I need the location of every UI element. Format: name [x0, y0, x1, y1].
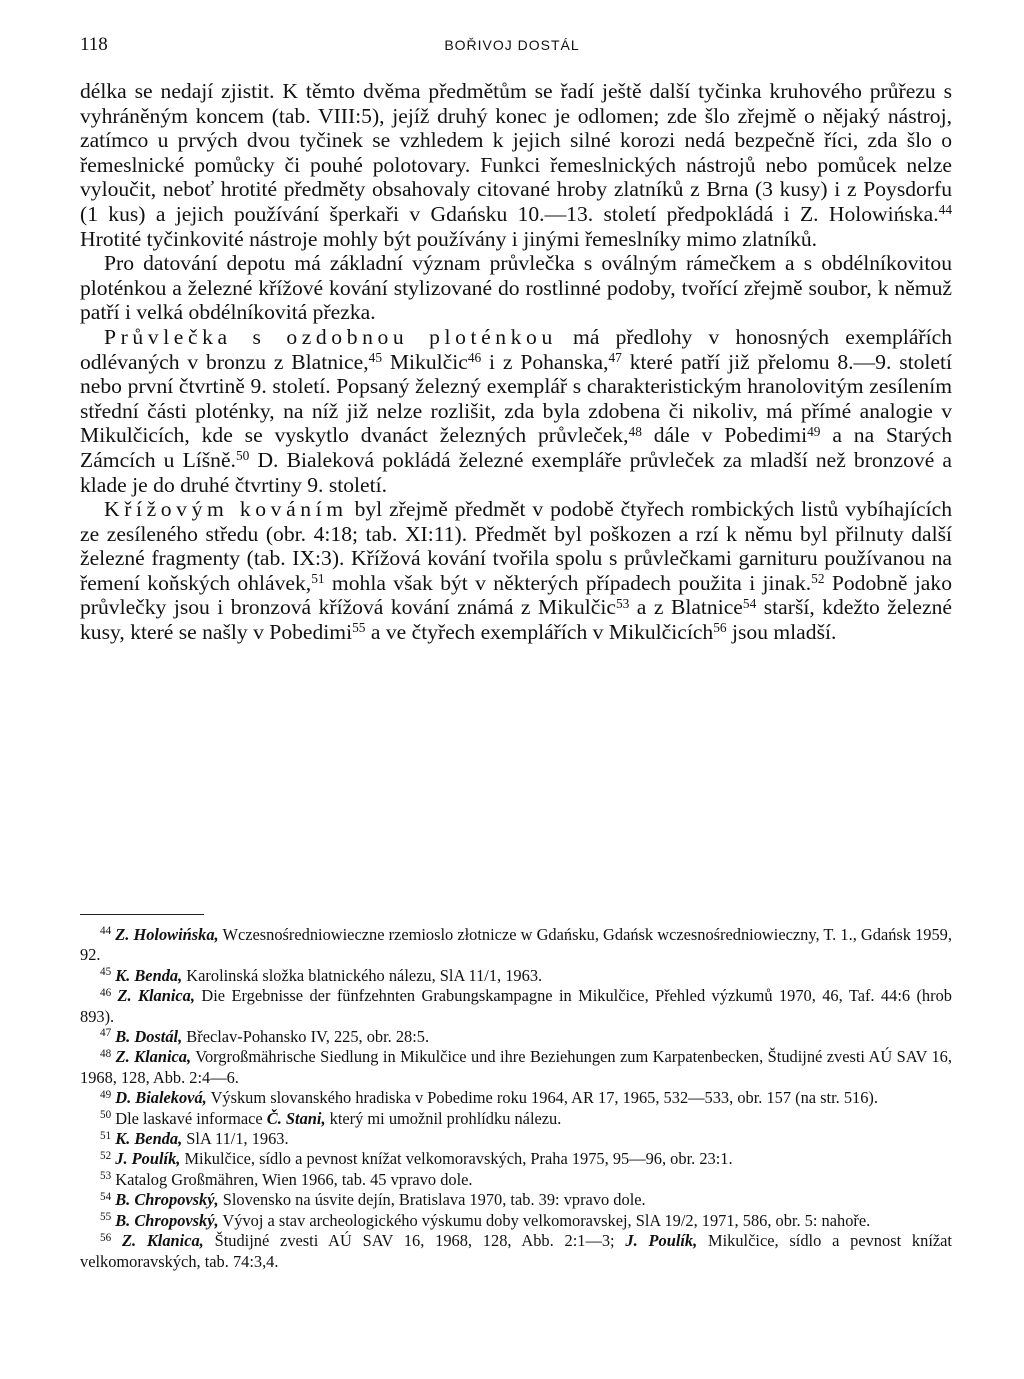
footnote-author: Z. Klanica, — [115, 1047, 192, 1067]
footnote-separator — [80, 914, 204, 915]
paragraph-3: Průvlečka s ozdobnou ploténkou má předlohy v honosných exemplářích odlévaných v bronzu z Blatnice,$^{45}$ Mikulčic$^{46}$ i z Pohanska,$^{47}$ které patří již přelomu 8.—9. století nebo první čtvrtině 9. století. Popsaný železný exemplář s charakteristickým hranolovitým zesílením střední části ploténky, na níž již nelze rozlišit, zda byla zdobena či nikoliv, má přímé analogie v Mikulčicích, kde se vyskytlo dvanáct železných průvleček,$^{48}$ dále v Pobedimi$^{49}$ a na Starých Zámcích u Líšně.$^{50}$ D. Bialeková pokládá železné exempláře průvleček za mladší než bronzové a klade je do druhé čtvrtiny 9. století. — [80, 324, 953, 497]
spaced-heading: Průvlečka s ozdobnou ploténkou — [104, 324, 557, 349]
footnote: $^{45}$ K. Benda, Karolinská složka blatnického nálezu, SlA 11/1, 1963. — [100, 965, 543, 985]
footnote: $^{51}$ K. Benda, SlA 11/1, 1963. — [100, 1129, 289, 1149]
footnote-author: J. Poulík, — [625, 1231, 698, 1251]
spaced-heading: Křížovým kováním — [104, 497, 348, 522]
footnote-author: K. Benda, — [115, 1129, 183, 1149]
page-number: 118 — [80, 34, 108, 55]
footnote: $^{56}$ Z. Klanica, Študijné zvesti AÚ SAV 16, 1968, 128, Abb. 2:1—3; J. Poulík, Mikulčice, sídlo a pevnost knížat velkomoravských, tab. 74:3,4. — [80, 1231, 952, 1271]
paragraph-4: Křížovým kováním byl zřejmě předmět v podobě čtyřech rombických listů vybíhajících ze zesíleného středu (obr. 4:18; tab. XI:11). Předmět byl poškozen a rzí k němu byl přilnuty další železné fragmenty (tab. IX:3). Křížová kování tvořila spolu s průvlečkami garnituru používanou na řemení koňských ohlávek,$^{51}$ mohla však být v některých případech použita i jinak.$^{52}$ Podobně jako průvlečky jsou i bronzová křížová kování známá z Mikulčic$^{53}$ a z Blatnice$^{54}$ starší, kdežto železné kusy, které se našly v Pobedimi$^{55}$ a ve čtyřech exemplářích v Mikulčicích$^{56}$ jsou mladší. — [80, 497, 952, 645]
footnote-ref[interactable]: 49 — [807, 423, 821, 439]
footnote-author: D. Bialeková, — [115, 1088, 207, 1108]
footnote-number: 45 — [100, 966, 112, 979]
footnote-number: 55 — [100, 1211, 112, 1224]
footnote-ref[interactable]: 48 — [628, 423, 642, 439]
footnote-author: Z. Holowińska, — [115, 925, 219, 944]
footnote-author: B. Chropovský, — [115, 1210, 219, 1230]
page-header — [80, 34, 944, 60]
footnote: $^{50}$ Dle laskavé informace Č. Stani, který mi umožnil prohlídku nálezu. — [100, 1108, 562, 1128]
footnote-number: 51 — [100, 1129, 112, 1142]
footnote-author: K. Benda, — [115, 965, 183, 985]
footnote: $^{47}$ B. Dostál, Břeclav-Pohansko IV, 225, obr. 28:5. — [100, 1027, 430, 1047]
footnote-author: Z. Klanica, — [117, 986, 195, 1006]
footnote: $^{49}$ D. Bialeková, Výskum slovanského hradiska v Pobedime roku 1964, AR 17, 1965, 532—533, obr. 157 (na str. 516). — [100, 1088, 878, 1108]
paragraph-1: délka se nedají zjistit. K těmto dvěma předmětům se řadí ještě další tyčinka kruhového průřezu s vyhráněným koncem (tab. VIII:5), jejíž druhý konec je odlomen; zde šlo zřejmě o nějaký nástroj, zatímco u prvých dvou tyčinek se vzhledem k jejich silné korozi nedá bezpečně říci, zda šlo o řemeslnické pomůcky či pouhé polotovary. Funkci řemeslnických nástrojů nebo pomůcek nelze vyloučit, neboť hrotité předměty obsahovaly citované hroby zlatníků z Brna (3 kusy) i z Poysdorfu (1 kus) a jejich používání šperkaři v Gdańsku 10.—13. století předpokládá i Z. Holowińska.$^{44}$ Hrotité tyčinkovité nástroje mohly být používány i jinými řemeslníky mimo zlatníků. — [80, 79, 952, 251]
footnotes — [80, 925, 952, 1272]
footnote-ref[interactable]: 50 — [235, 448, 250, 464]
footnote-number: 46 — [100, 986, 112, 999]
footnote-number: 49 — [100, 1088, 112, 1101]
footnote-ref[interactable]: 55 — [352, 620, 366, 636]
footnote-number: 50 — [100, 1109, 112, 1122]
footnote: $^{44}$ Z. Holowińska, Wczesnośredniowieczne rzemioslo złotnicze w Gdańsku, Gdańsk wczesnośredniowieczny, T. 1., Gdańsk 1959, 92. — [80, 925, 952, 965]
footnote-author: J. Poulík, — [115, 1149, 181, 1169]
footnote-ref[interactable]: 51 — [311, 571, 325, 587]
running-head: BOŘIVOJ DOSTÁL — [444, 37, 580, 53]
footnote-number: 47 — [100, 1027, 112, 1040]
body-text — [80, 79, 952, 645]
footnote: $^{48}$ Z. Klanica, Vorgroßmährische Siedlung in Mikulčice und ihre Beziehungen zum Karpatenbecken, Študijné zvesti AÚ SAV 16, 1968, 128, Abb. 2:4—6. — [80, 1047, 952, 1087]
footnote-author: B. Dostál, — [115, 1027, 183, 1047]
footnote-ref[interactable]: 52 — [811, 571, 825, 587]
footnote-number: 53 — [100, 1170, 112, 1183]
footnote-author: Z. Klanica, — [121, 1231, 204, 1251]
footnote-number: 56 — [100, 1231, 112, 1244]
footnote: $^{52}$ J. Poulík, Mikulčice, sídlo a pevnost knížat velkomoravských, Praha 1975, 95—96, obr. 23:1. — [100, 1149, 733, 1169]
footnote: $^{54}$ B. Chropovský, Slovensko na úsvite dejín, Bratislava 1970, tab. 39: vpravo dole. — [100, 1190, 646, 1210]
footnote-ref[interactable]: 44 — [938, 202, 952, 218]
footnote-ref[interactable]: 46 — [467, 349, 482, 365]
footnote-ref[interactable]: 54 — [742, 595, 757, 611]
footnote-ref[interactable]: 53 — [615, 595, 630, 611]
footnote-ref[interactable]: 47 — [608, 349, 622, 365]
footnote-ref[interactable]: 56 — [713, 620, 727, 636]
footnote: $^{46}$ Z. Klanica, Die Ergebnisse der fünfzehnten Grabungskampagne in Mikulčice, Přehled výzkumů 1970, 46, Taf. 44:6 (hrob 893). — [80, 986, 952, 1026]
footnote-number: 52 — [100, 1149, 112, 1162]
footnote-ref[interactable]: 45 — [368, 349, 382, 365]
footnote: $^{55}$ B. Chropovský, Vývoj a stav archeologického výskumu doby velkomoravskej, SlA 19/2, 1971, 586, obr. 5: nahoře. — [100, 1210, 871, 1230]
footnote-number: 44 — [100, 925, 112, 938]
footnote-number: 48 — [100, 1047, 112, 1060]
footnote: $^{53}$ Katalog Großmähren, Wien 1966, tab. 45 vpravo dole. — [100, 1169, 473, 1189]
paragraph-2: Pro datování depotu má základní význam průvlečka s oválným rámečkem a s obdélníkovitou ploténkou a železné křížové kování stylizované do rostlinné podoby, tvořící zřejmě soubor, k němuž patří i velká obdélníkovitá přezka. — [80, 251, 952, 325]
footnote-author: B. Chropovský, — [115, 1190, 219, 1210]
footnote-author: Č. Stani, — [266, 1108, 326, 1128]
footnote-number: 54 — [100, 1190, 112, 1203]
